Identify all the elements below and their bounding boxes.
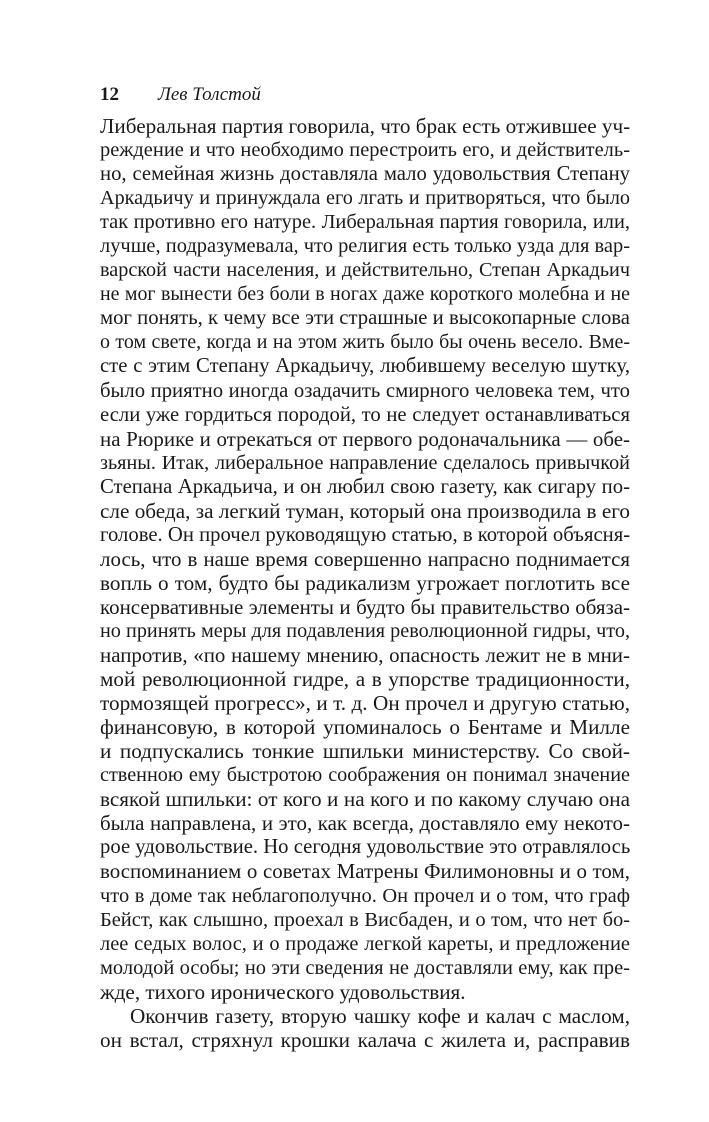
- text-line: о том свете, когда и на этом жить было бы очень весело. Вме-: [100, 331, 630, 354]
- text-line: но, семейная жизнь доставляла мало удовольствия Степану: [100, 163, 630, 186]
- text-line: сле обеда, за легкий туман, который она производила в его: [100, 498, 630, 523]
- running-title: Лев Толстой: [158, 84, 261, 105]
- text-line: воспоминанием о советах Матрены Филимоновны и о том,: [100, 859, 630, 884]
- text-line: Бейст, как слышно, проехал в Висбаден, и о том, что нет бо-: [100, 908, 630, 931]
- running-header: [100, 84, 630, 110]
- text-line: на Рюрике и отрекаться от первого родоначальника — обе-: [100, 426, 630, 451]
- page-number: 12: [100, 84, 119, 105]
- book-page: [100, 84, 630, 1052]
- text-line: голове. Он прочел руководящую статью, в которой объясня-: [100, 523, 630, 546]
- text-line: Либеральная партия говорила, что брак есть отжившее уч-: [100, 114, 630, 138]
- text-line: он встал, стряхнул крошки калача с жилета и, расправив: [100, 1027, 630, 1052]
- text-line: была направлена, и это, как всегда, доставляло ему некото-: [100, 811, 630, 836]
- text-line: и подпускались тонкие шпильки министерству. Со свой-: [100, 739, 630, 764]
- text-line: Степана Аркадьича, и он любил свою газету, как сигару по-: [100, 475, 630, 498]
- text-line: Аркадьичу и принуждала его лгать и притворяться, что было: [100, 187, 630, 210]
- text-line: лось, что в наше время совершенно напрасно поднимается: [100, 546, 630, 571]
- text-line: зьяны. Итак, либеральное направление сделалось привычкой: [100, 451, 630, 474]
- text-line: ственною ему быстротою соображения он понимал значение: [100, 764, 630, 787]
- text-line: лее седых волос, и о продаже легкой кареты, и предложение: [100, 932, 630, 955]
- text-line: было приятно иногда озадачить смирного человека тем, что: [100, 379, 630, 402]
- text-line: мой революционной гидре, а в упорстве традиционности,: [100, 667, 630, 692]
- text-line: напротив, «по нашему мнению, опасность лежит не в мни-: [100, 643, 630, 668]
- text-line: сте с этим Степану Аркадьичу, любившему веселую шутку,: [100, 355, 630, 378]
- text-line: консервативные элементы и будто бы правительство обяза-: [100, 594, 630, 619]
- paragraph-end-line: жде, тихого иронического удовольствия.: [100, 979, 466, 1004]
- text-line: молодой особы; но эти сведения не доставляли ему, как пре-: [100, 956, 630, 979]
- text-line: вопль о том, будто бы радикализм угрожает поглотить все: [100, 570, 630, 595]
- text-line: тормозящей прогресс», и т. д. Он прочел и другую статью,: [100, 691, 630, 716]
- body-text: [100, 114, 630, 1052]
- text-line: но принять меры для подавления революционной гидры, что,: [100, 619, 630, 642]
- text-line: всякой шпильки: от кого и на кого и по какому случаю она: [100, 787, 630, 812]
- text-line: финансовую, в которой упоминалось о Бентаме и Милле: [100, 715, 630, 740]
- text-line: не мог вынести без боли в ногах даже короткого молебна и не: [100, 283, 630, 306]
- text-line: что в доме так неблагополучно. Он прочел и о том, что граф: [100, 884, 630, 907]
- text-line: рое удовольствие. Но сегодня удовольствие это отравлялось: [100, 836, 630, 859]
- text-line: варской части населения, и действительно, Степан Аркадьич: [100, 259, 630, 282]
- text-line: если уже гордиться породой, то не следует останавливаться: [100, 403, 630, 426]
- text-line: мог понять, к чему все эти страшные и высокопарные слова: [100, 307, 630, 330]
- text-line: так противно его натуре. Либеральная партия говорила, или,: [100, 211, 630, 234]
- text-line: лучше, подразумевала, что религия есть только узда для вар-: [100, 235, 630, 258]
- text-line: реждение и что необходимо перестроить его, и действитель-: [100, 139, 630, 162]
- paragraph-start-line: Окончив газету, вторую чашку кофе и калач с маслом,: [130, 1003, 630, 1028]
